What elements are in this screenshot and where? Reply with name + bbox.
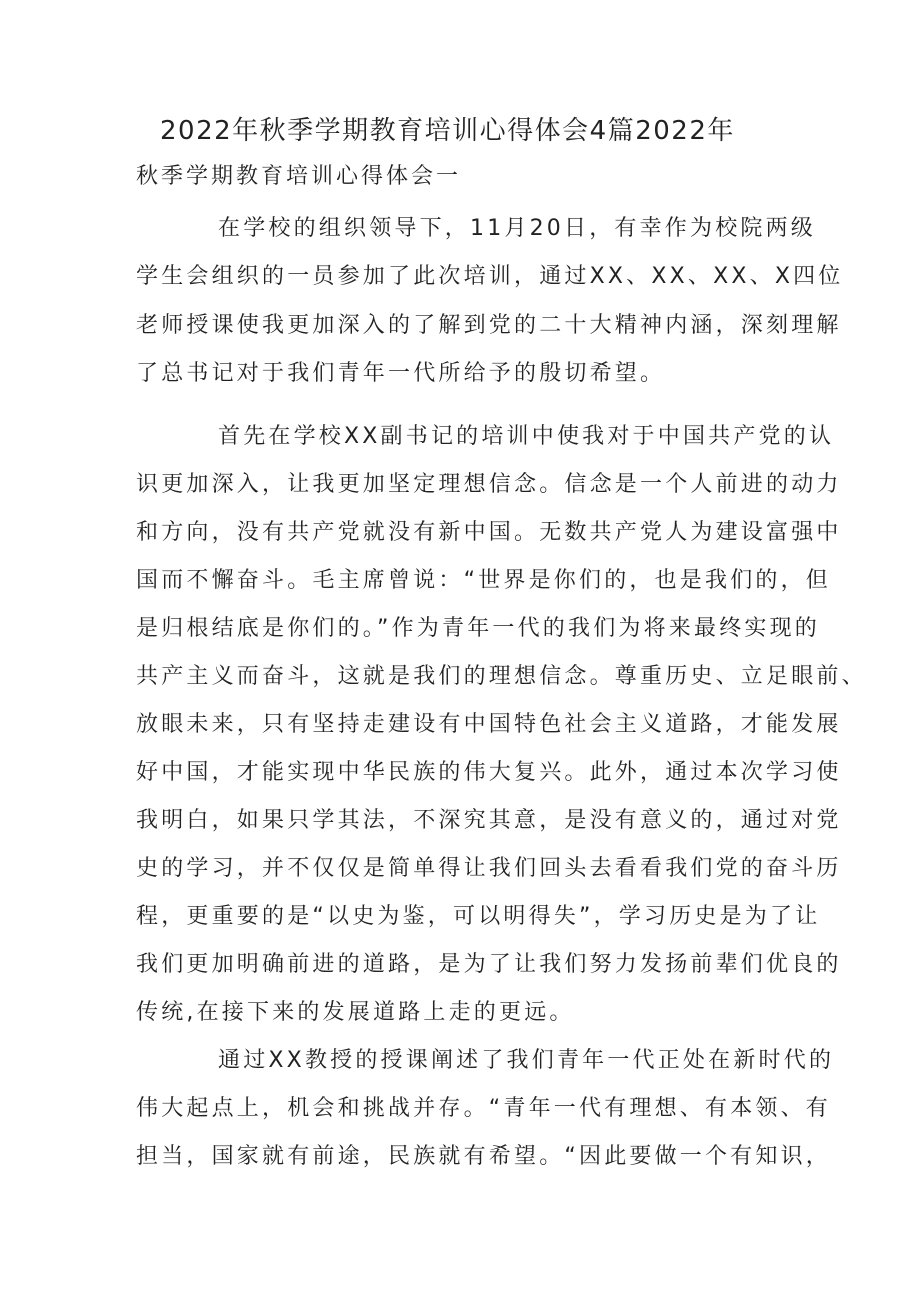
document-subtitle: 秋季学期教育培训心得体会一 [136,164,462,189]
paragraph-1-line-1: 在学校的组织领导下，11月20日，有幸作为校院两级 [218,216,816,241]
paragraph-2-line-9: 我明白，如果只学其法，不深究其意，是没有意义的，通过对党 [136,808,842,833]
paragraph-2-line-10: 史的学习，并不仅仅是简单得让我们回头去看看我们党的奋斗历 [136,856,842,881]
paragraph-2-line-13: 传统,在接下来的发展道路上走的更远。 [136,1000,575,1025]
paragraph-2-line-4: 国而不懈奋斗。毛主席曾说：“世界是你们的，也是我们的，但 [136,568,831,593]
paragraph-1-line-4: 了总书记对于我们青年一代所给予的殷切希望。 [136,361,666,386]
paragraph-1-line-2: 学生会组织的一员参加了此次培训，通过XX、XX、XX、X四位 [136,264,844,289]
paragraph-2-line-12: 我们更加明确前进的道路，是为了让我们努力发扬前辈们优良的 [136,952,842,977]
paragraph-1-line-3: 老师授课使我更加深入的了解到党的二十大精神内涵，深刻理解 [136,313,842,338]
paragraph-2-line-6: 共产主义而奋斗，这就是我们的理想信念。尊重历史、立足眼前、 [136,664,867,689]
paragraph-2-line-5: 是归根结底是你们的。”作为青年一代的我们为将来最终实现的 [136,616,820,641]
paragraph-2-line-7: 放眼未来，只有坚持走建设有中国特色社会主义道路，才能发展 [136,712,842,737]
paragraph-2-line-8: 好中国，才能实现中华民族的伟大复兴。此外，通过本次学习使 [136,760,842,785]
paragraph-2-line-3: 和方向，没有共产党就没有新中国。无数共产党人为建设富强中 [136,520,842,545]
paragraph-2-line-1: 首先在学校XX副书记的培训中使我对于中国共产党的认 [218,424,835,449]
paragraph-3-line-3: 担当，国家就有前途，民族就有希望。“因此要做一个有知识， [136,1144,831,1169]
paragraph-2-line-11: 程，更重要的是“以史为鉴，可以明得失”，学习历史是为了让 [136,904,821,929]
paragraph-2-line-2: 识更加深入，让我更加坚定理想信念。信念是一个人前进的动力 [136,472,842,497]
document-title: 2022年秋季学期教育培训心得体会4篇2022年 [160,116,735,146]
paragraph-3-line-2: 伟大起点上，机会和挑战并存。“青年一代有理想、有本领、有 [136,1096,831,1121]
paragraph-3-line-1: 通过XX教授的授课阐述了我们青年一代正处在新时代的 [218,1048,835,1073]
